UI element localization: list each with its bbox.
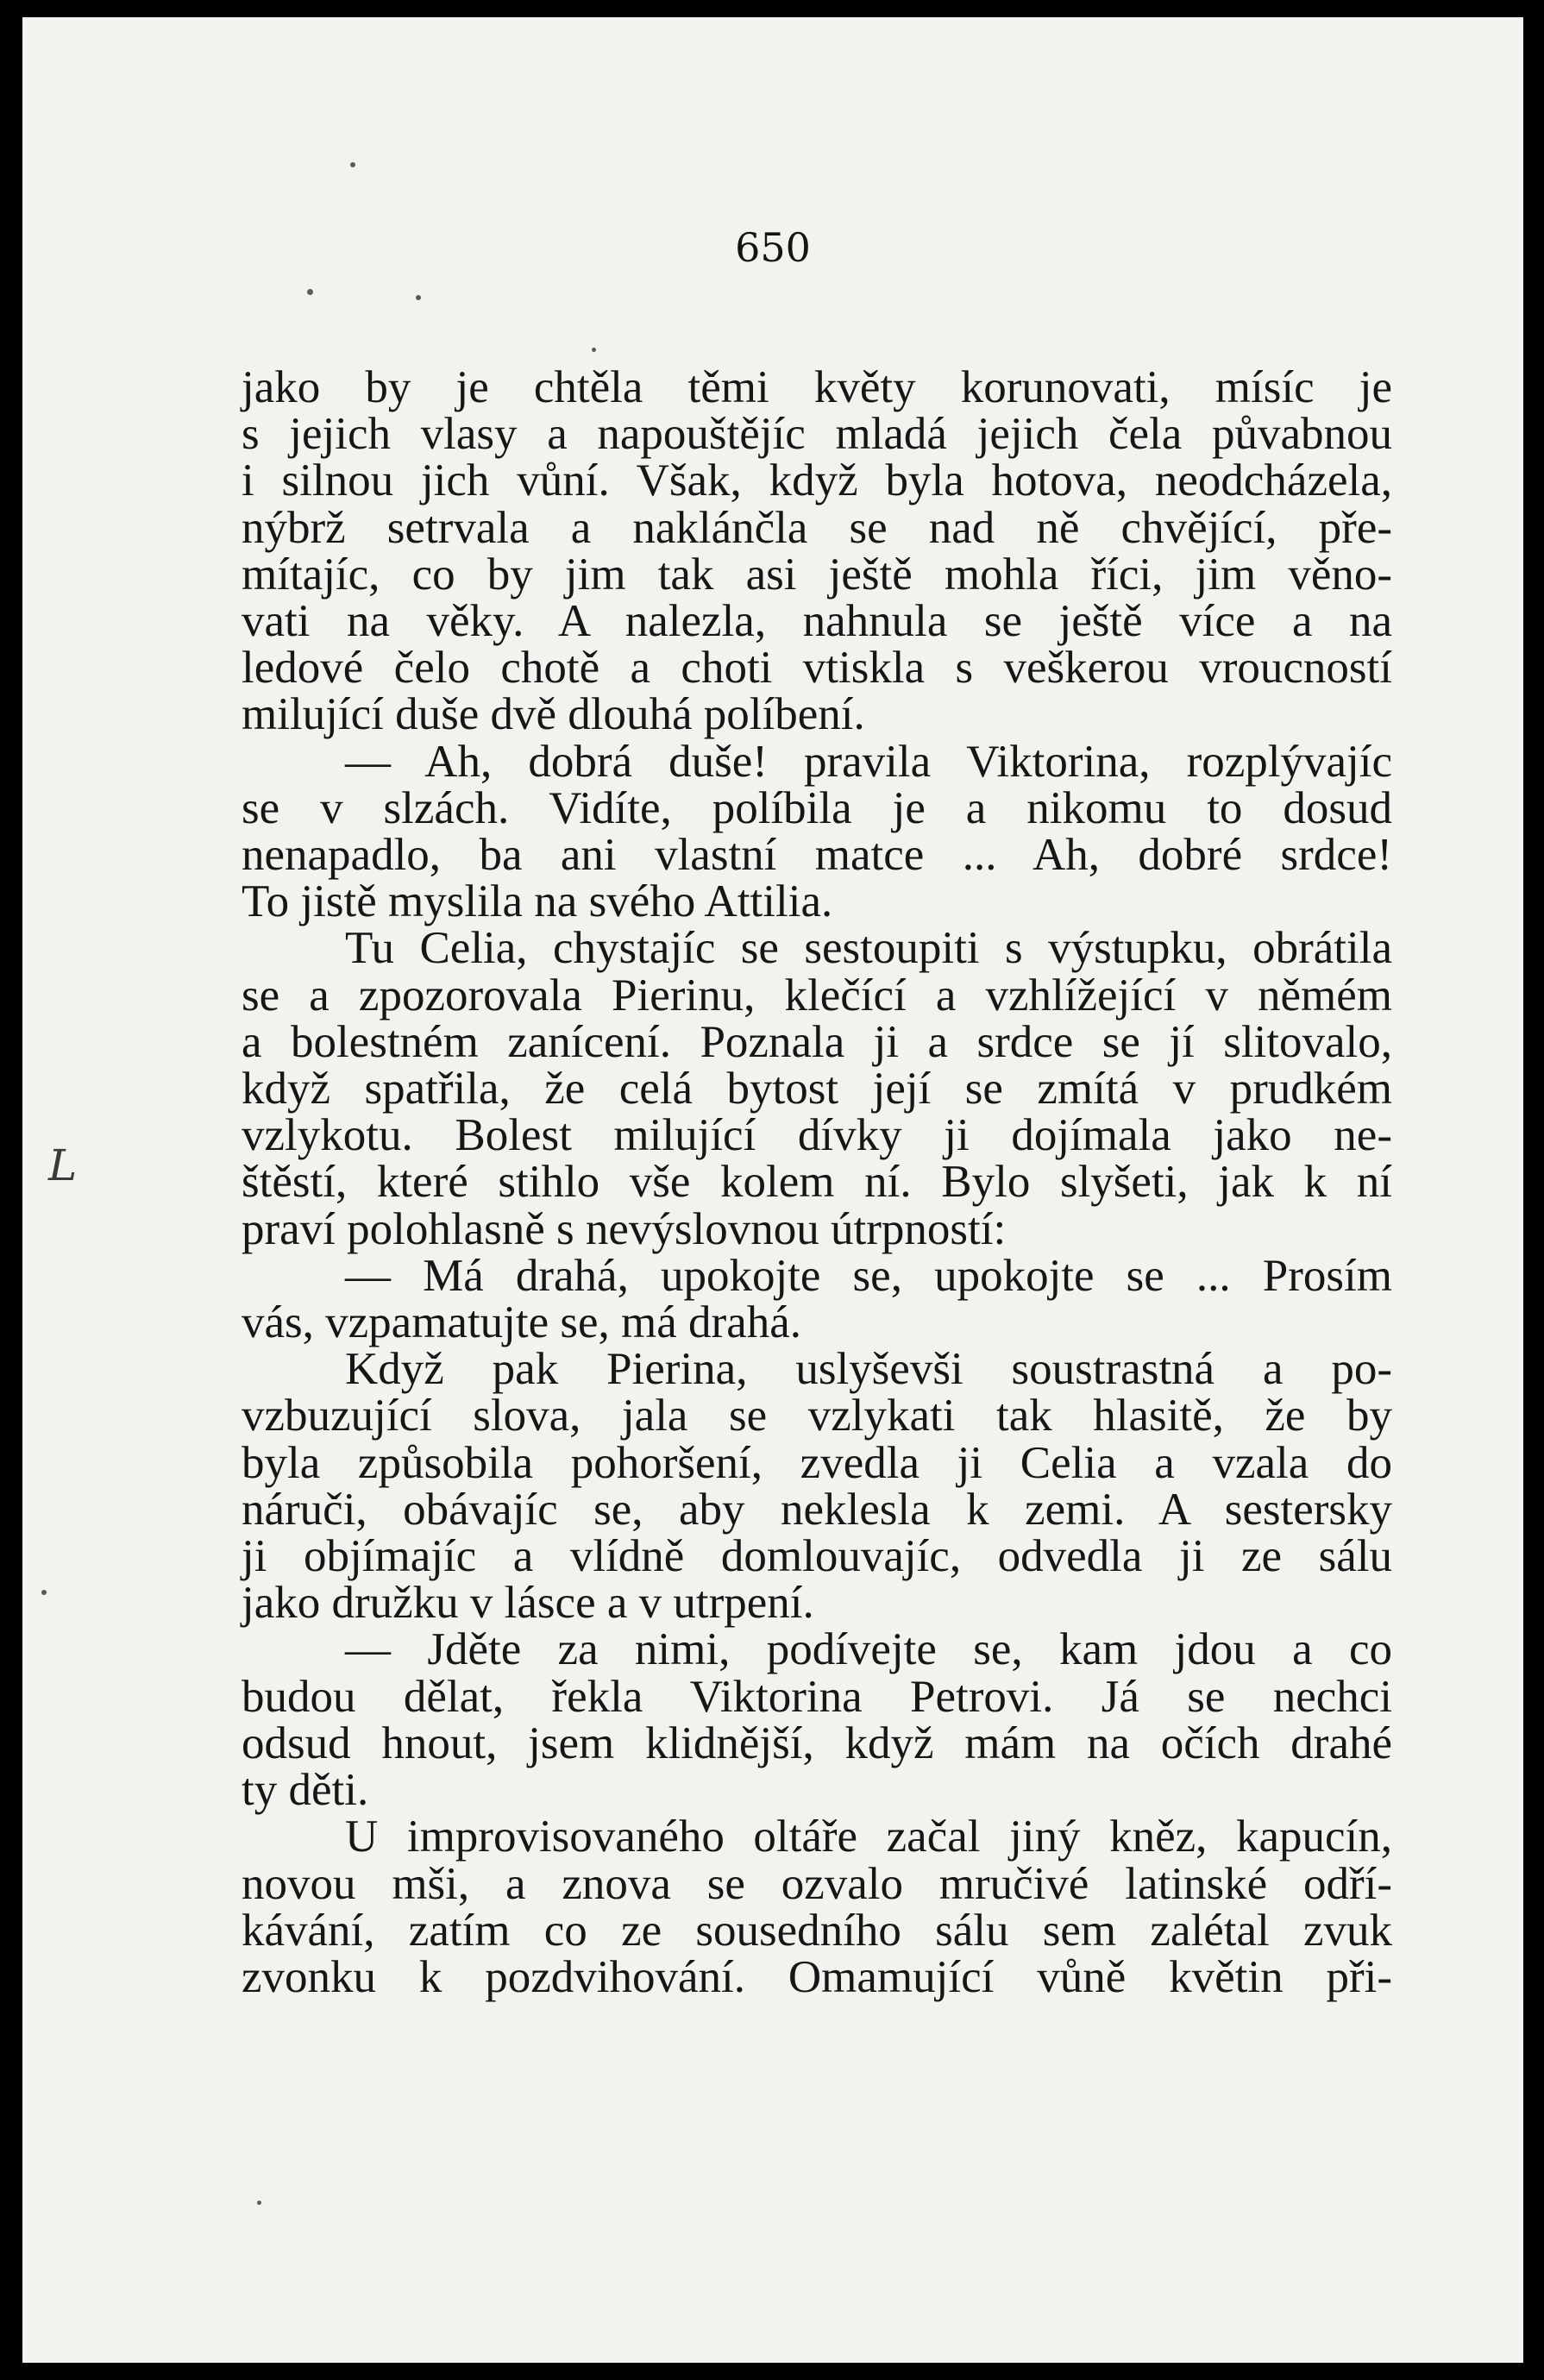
text-line: když spatřila, že celá bytost její se zmítá v prudkém xyxy=(242,1064,1392,1115)
paragraph xyxy=(242,364,1392,738)
paper-speck xyxy=(592,348,596,352)
text-line: U improvisovaného oltáře začal jiný kněz, kapucín, xyxy=(345,1812,1392,1862)
book-page xyxy=(22,17,1523,2363)
text-line: ledové čelo chotě a choti vtiskla s veškerou vroucností xyxy=(242,643,1392,694)
page-number: 650 xyxy=(735,224,811,271)
text-line: vati na věky. A nalezla, nahnula se ještě více a na xyxy=(242,596,1392,647)
text-line: vzbuzující slova, jala se vzlykati tak hlasitě, že by xyxy=(242,1391,1392,1441)
text-line: jako družku v lásce a v utrpení. xyxy=(242,1578,814,1629)
text-line: vzlykotu. Bolest milující dívky ji dojímala jako ne- xyxy=(242,1110,1392,1161)
text-line: jako by je chtěla těmi květy korunovati, mísíc je xyxy=(242,362,1392,412)
text-line: náruči, obávajíc se, aby neklesla k zemi. A sestersky xyxy=(242,1484,1392,1535)
text-line: štěstí, které stihlo vše kolem ní. Bylo slyšeti, jak k ní xyxy=(242,1157,1392,1208)
paper-speck xyxy=(307,289,313,295)
paper-speck xyxy=(350,162,355,167)
text-line: byla způsobila pohoršení, zvedla ji Celia a vzala do xyxy=(242,1437,1392,1488)
paragraph xyxy=(242,925,1392,1252)
text-line: Tu Celia, chystajíc se sestoupiti s výstupku, obrátila xyxy=(345,923,1392,974)
text-line: s jejich vlasy a napouštějíc mladá jejich čela půvabnou xyxy=(242,409,1392,460)
paragraph xyxy=(242,1344,1392,1629)
text-line: ji objímajíc a vlídně domlouvajíc, odvedla ji ze sálu xyxy=(242,1531,1392,1582)
text-line: mítajíc, co by jim tak asi ještě mohla říci, jim věno- xyxy=(242,549,1392,600)
text-line: novou mši, a znova se ozvalo mručivé latinské odří- xyxy=(242,1858,1392,1909)
text-line: — Jděte za nimi, podívejte se, kam jdou a co xyxy=(345,1624,1392,1675)
paragraph xyxy=(242,1813,1392,2000)
body-text xyxy=(242,364,1392,2000)
text-line: To jistě myslila na svého Attilia. xyxy=(242,876,833,927)
text-line: Když pak Pierina, uslyševši soustrastná a po- xyxy=(345,1344,1392,1395)
text-line: odsud hnout, jsem klidnější, když mám na očích drahé xyxy=(242,1717,1392,1768)
text-line: vás, vzpamatujte se, má drahá. xyxy=(242,1297,801,1348)
text-line: praví polohlasně s nevýslovnou útrpností: xyxy=(242,1203,1007,1254)
text-line: nenapadlo, ba ani vlastní matce ... Ah, dobré srdce! xyxy=(242,830,1392,881)
text-line: — Má drahá, upokojte se, upokojte se ... Prosím xyxy=(345,1250,1392,1301)
text-line: i silnou jich vůní. Však, když byla hotova, neodcházela, xyxy=(242,455,1392,506)
text-line: zvonku k pozdvihování. Omamující vůně květin při- xyxy=(242,1951,1392,2002)
paper-speck xyxy=(41,1590,47,1595)
text-line: — Ah, dobrá duše! pravila Viktorina, rozplývajíc xyxy=(345,736,1392,787)
text-line: kávání, zatím co ze sousedního sálu sem zalétal zvuk xyxy=(242,1905,1392,1956)
text-line: milující duše dvě dlouhá políbení. xyxy=(242,689,865,740)
paragraph xyxy=(242,1624,1392,1816)
paper-speck xyxy=(257,2201,261,2205)
margin-pencil-mark: L xyxy=(48,1140,78,1190)
paragraph xyxy=(242,1250,1392,1348)
text-line: ty děti. xyxy=(242,1765,369,1816)
text-line: se v slzách. Vidíte, políbila je a nikomu to dosud xyxy=(242,782,1392,833)
text-line: se a zpozorovala Pierinu, klečící a vzhlížející v němém xyxy=(242,970,1392,1020)
text-line: budou dělat, řekla Viktorina Petrovi. Já se nechci xyxy=(242,1671,1392,1722)
text-line: a bolestném zanícení. Poznala ji a srdce se jí slitovalo, xyxy=(242,1016,1392,1067)
paper-speck xyxy=(416,295,421,300)
text-line: nýbrž setrvala a naklánčla se nad ně chvějící, pře- xyxy=(242,502,1392,553)
paragraph xyxy=(242,738,1392,926)
